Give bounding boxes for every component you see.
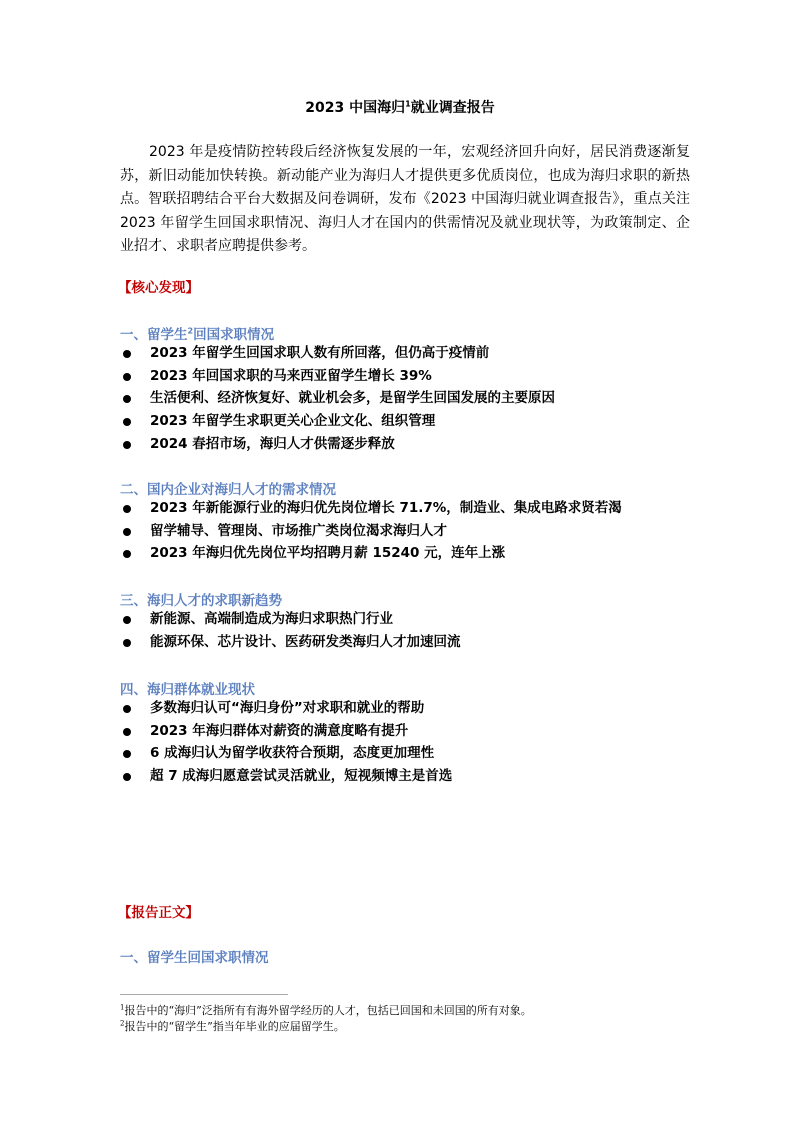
footnote-text: 报告中的“留学生”指当年毕业的应届留学生。: [124, 1020, 345, 1033]
footnote-mark: 1: [120, 1003, 125, 1012]
section-2-heading: [120, 478, 336, 498]
bullet-icon: [123, 505, 131, 513]
bullet-icon: [123, 373, 131, 381]
section-2-heading-text: 二、国内企业对海归人才的需求情况: [120, 482, 336, 498]
list-item: [120, 608, 461, 631]
footnote-1: [120, 1002, 532, 1018]
list-item-text: 2023 年海归优先岗位平均招聘月薪 15240 元，连年上涨: [150, 545, 506, 562]
report-body-heading: 【报告正文】: [118, 905, 199, 921]
section-3-heading-text: 三、海归人才的求职新趋势: [120, 593, 282, 609]
section-1-list: [120, 342, 555, 455]
title-rest: 就业调查报告: [410, 100, 495, 116]
list-item-text: 多数海归认可“海归身份”对求职和就业的帮助: [150, 700, 425, 716]
bullet-icon: [123, 441, 131, 449]
list-item-text: 2023 年留学生求职更关心企业文化、组织管理: [150, 413, 436, 430]
list-item: [120, 631, 461, 654]
section-3-list: [120, 608, 461, 653]
list-item-text: 超 7 成海归愿意尝试灵活就业，短视频博主是首选: [150, 768, 453, 785]
report-section-1-heading: 一、留学生回国求职情况: [120, 950, 269, 966]
list-item-text: 2023 年海归群体对薪资的满意度略有提升: [150, 722, 409, 739]
list-item-text: 2023 年回国求职的马来西亚留学生增长 39%: [150, 367, 432, 384]
list-item-text: 6 成海归认为留学收获符合预期，态度更加理性: [150, 745, 435, 762]
bullet-icon: [123, 616, 131, 624]
section-4-list: [120, 697, 452, 788]
list-item-text: 2024 春招市场，海归人才供需逐步释放: [150, 435, 395, 452]
section-1-heading-text: 一、留学生: [120, 327, 188, 343]
section-1-heading-rest: 回国求职情况: [193, 327, 275, 343]
bullet-icon: [123, 550, 131, 558]
bullet-icon: [123, 728, 131, 736]
section-3-heading: [120, 589, 282, 609]
list-item-text: 能源环保、芯片设计、医药研发类海归人才加速回流: [150, 633, 461, 650]
bullet-icon: [123, 528, 131, 536]
list-item: [120, 697, 452, 720]
footnote-text: 报告中的“海归”泛指所有有海外留学经历的人才，包括已回国和未回国的所有对象。: [124, 1004, 532, 1017]
bullet-icon: [123, 395, 131, 403]
bullet-icon: [123, 639, 131, 647]
section-4-heading: [120, 678, 255, 698]
list-item-text: 留学辅导、管理岗、市场推广类岗位渴求海归人才: [150, 522, 447, 539]
list-item: [120, 542, 622, 565]
list-item: [120, 520, 622, 543]
intro-paragraph: 2023 年是疫情防控转段后经济恢复发展的一年，宏观经济回升向好，居民消费逐渐复苏，新旧动能加快转换。新动能产业为海归人才提供更多优质岗位，也成为海归求职的新热点。智联招聘结合平台大数据及问卷调研，发布《2023 中国海归就业调查报告》，重点关注 2023 年留学生回国求职情况、海归人才在国内的供需情况及就业现状等，为政策制定、企业招才、求职者应聘提供参考。: [120, 144, 690, 254]
section-1-heading: [120, 323, 274, 343]
list-item-text: 生活便利、经济恢复好、就业机会多，是留学生回国发展的主要原因: [150, 390, 555, 407]
bullet-icon: [123, 750, 131, 758]
list-item-text: 2023 年留学生回国求职人数有所回落，但仍高于疫情前: [150, 345, 490, 361]
core-findings-heading: 【核心发现】: [118, 280, 199, 296]
list-item: [120, 765, 452, 788]
list-item: [120, 387, 555, 410]
document-title: [0, 97, 800, 117]
list-item-text: 新能源、高端制造成为海归求职热门行业: [150, 611, 393, 627]
section-4-heading-text: 四、海归群体就业现状: [120, 682, 255, 698]
list-item: [120, 742, 452, 765]
list-item-text: 2023 年新能源行业的海归优先岗位增长 71.7%，制造业、集成电路求贤若渴: [150, 500, 622, 516]
list-item: [120, 365, 555, 388]
footnote-ref-1: 1: [405, 99, 411, 109]
list-item: [120, 720, 452, 743]
footnote-ref-2: 2: [187, 326, 194, 336]
bullet-icon: [123, 418, 131, 426]
title-text: 2023 中国海归: [305, 100, 406, 116]
bullet-icon: [123, 773, 131, 781]
footnote-mark: 2: [120, 1019, 125, 1028]
bullet-icon: [123, 350, 131, 358]
section-2-list: [120, 497, 622, 565]
footnote-2: [120, 1018, 345, 1034]
bullet-icon: [123, 705, 131, 713]
list-item: [120, 410, 555, 433]
list-item: [120, 433, 555, 456]
list-item: [120, 342, 555, 365]
footnote-divider: [120, 994, 288, 995]
list-item: [120, 497, 622, 520]
